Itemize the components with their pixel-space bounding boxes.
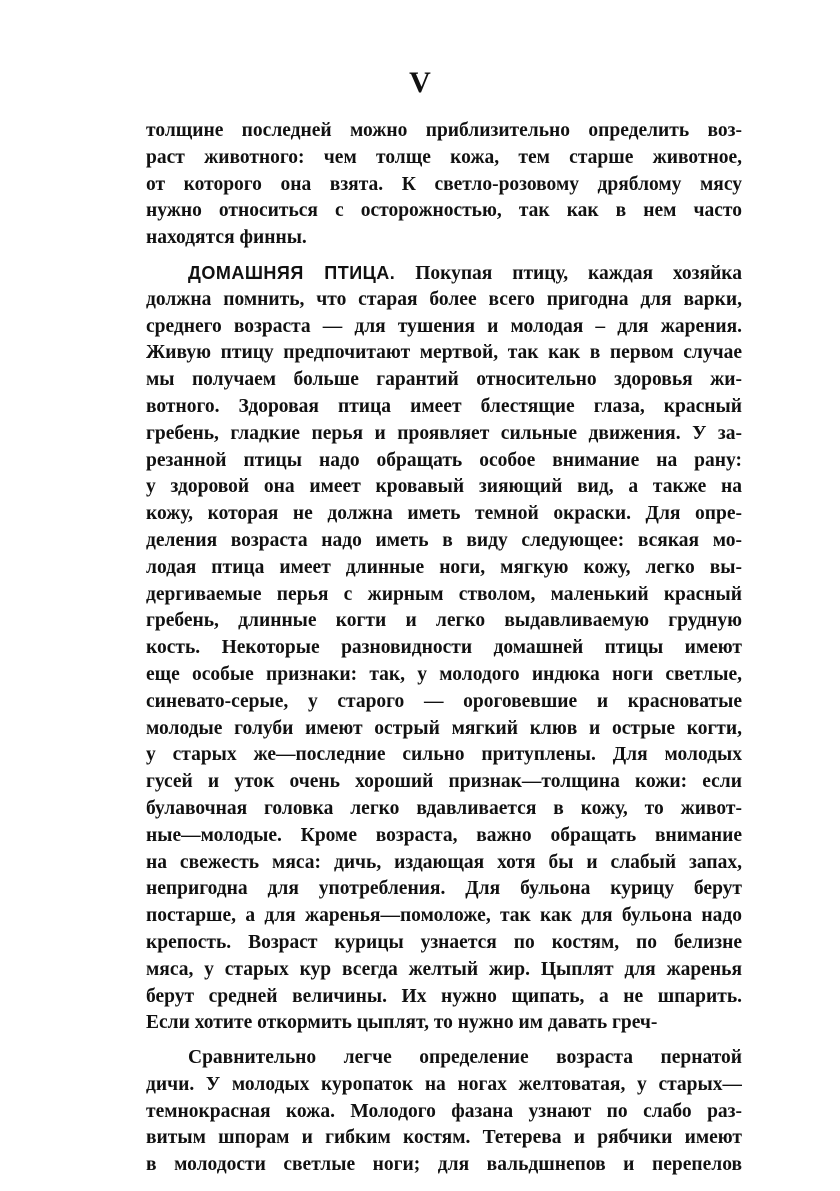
text-line: деления возраста надо иметь в виду следующее: всякая мо-	[146, 529, 742, 551]
text-line: на свежесть мяса: дичь, издающая хотя бы и слабый запах,	[146, 851, 742, 873]
text-line: Если хотите откормить цыплят, то нужно им давать греч-	[146, 1012, 658, 1034]
text-line: кость. Некоторые разновидности домашней птицы имеют	[146, 637, 742, 659]
paragraph-1	[146, 118, 742, 252]
text-line: берут средней величины. Их нужно щипать, а не шпарить.	[146, 985, 742, 1007]
text-line: гребень, длинные когти и легко выдавливаемую грудную	[146, 610, 742, 632]
text-line: мяса, у старых кур всегда желтый жир. Цыплят для жаренья	[146, 958, 742, 980]
text-line: дергиваемые перья с жирным стволом, маленький красный	[146, 583, 742, 605]
body-text	[146, 118, 742, 1179]
text-line: крепость. Возраст курицы узнается по костям, по белизне	[146, 931, 742, 953]
text-line: у здоровой она имеет кровавый зияющий вид, а также на	[146, 476, 742, 498]
text-line: еще особые признаки: так, у молодого индюка ноги светлые,	[146, 663, 742, 685]
text-line: вотного. Здоровая птица имеет блестящие глаза, красный	[146, 395, 742, 417]
text-line: толщине последней можно приблизительно определить воз-	[146, 120, 742, 141]
text-line: ные—молодые. Кроме возраста, важно обращать внимание	[146, 824, 742, 846]
text-line: темнокрасная кожа. Молодого фазана узнают по слабо раз-	[146, 1100, 742, 1122]
text-line: кожу, которая не должна иметь темной окраски. Для опре-	[146, 503, 742, 525]
heading-line-rest: Покупая птицу, каждая хозяйка	[395, 262, 742, 284]
text-line: синевато-серые, у старого — ороговевшие и красноватые	[146, 690, 742, 712]
page-number: V	[409, 66, 431, 99]
text-line: булавочная головка легко вдавливается в кожу, то живот-	[146, 797, 742, 819]
text-line: резанной птицы надо обращать особое внимание на рану:	[146, 449, 742, 471]
text-line	[146, 260, 742, 287]
text-line: гусей и уток очень хороший признак—толщина кожи: если	[146, 771, 742, 793]
text-line: Сравнительно легче определение возраста пернатой	[188, 1047, 742, 1069]
text-line: от которого она взята. К светло-розовому дряблому мясу	[146, 173, 742, 195]
paragraph-game-birds	[146, 1045, 742, 1179]
section-heading: ДОМАШНЯЯ ПТИЦА.	[188, 262, 396, 283]
text-line: раст животного: чем толще кожа, тем старше животное,	[146, 146, 742, 168]
text-line: гребень, гладкие перья и проявляет сильные движения. У за-	[146, 422, 742, 444]
text-line: витым шпорам и гибким костям. Тетерева и рябчики имеют	[146, 1127, 742, 1149]
text-line: нужно относиться с осторожностью, так как в нем часто	[146, 200, 742, 222]
text-line: постарше, а для жаренья—помоложе, так как для бульона надо	[146, 905, 742, 927]
text-line: молодые голуби имеют острый мягкий клюв и острые когти,	[146, 717, 742, 739]
text-line: дичи. У молодых куропаток на ногах желтоватая, у старых—	[146, 1073, 742, 1095]
text-line: лодая птица имеет длинные ноги, мягкую кожу, легко вы-	[146, 556, 742, 578]
text-line: мы получаем больше гарантий относительно здоровья жи-	[146, 369, 742, 391]
text-line: среднего возраста — для тушения и молодая – для жарения.	[146, 315, 742, 337]
text-line: находятся финны.	[146, 227, 307, 249]
text-line: Живую птицу предпочитают мертвой, так как в первом случае	[146, 342, 742, 364]
text-line: непригодна для употребления. Для бульона курицу берут	[146, 878, 742, 900]
text-line: у старых же—последние сильно притуплены. Для молодых	[146, 744, 742, 766]
text-line: в молодости светлые ноги; для вальдшнепов и перепелов	[146, 1154, 742, 1176]
text-line: должна помнить, что старая более всего пригодна для варки,	[146, 288, 742, 310]
paragraph-domestic-poultry	[146, 260, 742, 1037]
